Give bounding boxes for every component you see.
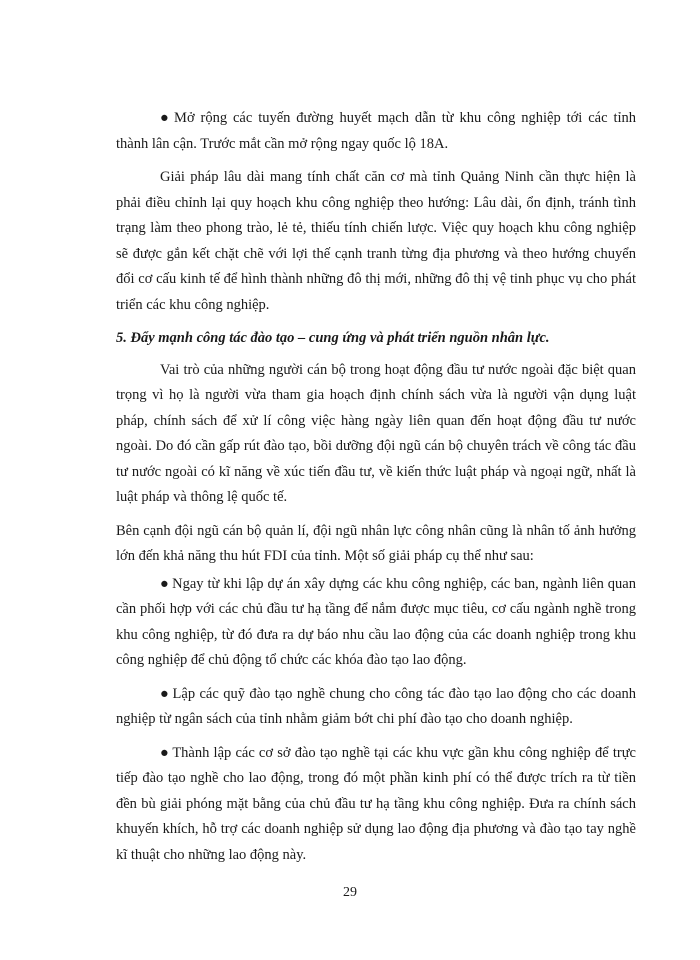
- paragraph-text: Lập các quỹ đào tạo nghề chung cho công tác đào tạo lao động cho các doanh nghiệp từ ngân sách của tỉnh nhằm giảm bớt chi phí đào tạo cho doanh nghiệp.: [116, 685, 636, 727]
- bullet-icon: ●: [160, 685, 170, 702]
- bullet-icon: ●: [160, 575, 170, 592]
- section-heading: 5. Đẩy mạnh công tác đào tạo – cung ứng và phát triển nguồn nhân lực.: [116, 330, 550, 346]
- bullet-paragraph-training-fund: [116, 682, 636, 733]
- paragraph-text: Mở rộng các tuyến đường huyết mạch dẫn từ khu công nghiệp tới các tỉnh thành lân cận. Trước mắt cần mở rộng ngay quốc lộ 18A.: [116, 110, 636, 152]
- paragraph-text: Ngay từ khi lập dự án xây dựng các khu công nghiệp, các ban, ngành liên quan cần phối hợp với các chủ đầu tư hạ tầng để nắm được mục tiêu, cơ cấu ngành nghề trong khu công nghiệp, từ đó đưa ra dự báo nhu cầu lao động của các doanh nghiệp trong khu công nghiệp để chủ động tổ chức các khóa đào tạo lao động.: [116, 575, 636, 668]
- bullet-icon: ●: [160, 744, 170, 761]
- page-content: [116, 106, 636, 876]
- paragraph-officials-role: Vai trò của những người cán bộ trong hoạt động đầu tư nước ngoài đặc biệt quan trọng vì họ là người vừa tham gia hoạch định chính sách vừa là người vận dụng luật pháp, chính sách để xử lí công việc hàng ngày liên quan đến hoạt động đầu tư nước ngoài. Do đó cần gấp rút đào tạo, bồi dưỡng đội ngũ cán bộ chuyên trách về công tác đầu tư nước ngoài có kĩ năng về xúc tiến đầu tư, về kiến thức luật pháp và ngoại ngữ, nhất là luật pháp và thông lệ quốc tế.: [116, 361, 636, 505]
- bullet-paragraph-highway: [116, 106, 636, 157]
- page-number: 29: [343, 885, 357, 900]
- bullet-paragraph-training-centers: [116, 741, 636, 869]
- bullet-paragraph-coordination: [116, 572, 636, 674]
- bullet-icon: ●: [160, 110, 172, 126]
- paragraph-workforce: Bên cạnh đội ngũ cán bộ quản lí, đội ngũ nhân lực công nhân cũng là nhân tố ảnh hưởng lớn đến khả năng thu hút FDI của tỉnh. Một số giải pháp cụ thể như sau:: [116, 522, 636, 564]
- paragraph-planning: Giải pháp lâu dài mang tính chất căn cơ mà tỉnh Quảng Ninh cần thực hiện là phải điều chỉnh lại quy hoạch khu công nghiệp theo hướng: Lâu dài, ổn định, tránh tình trạng làm theo phong trào, lẻ tẻ, thiếu tính chiến lược. Việc quy hoạch khu công nghiệp sẽ được gắn kết chặt chẽ với lợi thế cạnh tranh từng địa phương và theo hướng chuyển đổi cơ cấu kinh tế để hình thành những đô thị mới, những đô thị vệ tinh phục vụ cho phát triển các khu công nghiệp.: [116, 169, 636, 313]
- paragraph-text: Thành lập các cơ sở đào tạo nghề tại các khu vực gần khu công nghiệp để trực tiếp đào tạo nghề cho lao động, trong đó một phần kinh phí có thể được trích ra từ tiền đền bù giải phóng mặt bằng của chủ đầu tư hạ tầng khu công nghiệp. Đưa ra chính sách khuyến khích, hỗ trợ các doanh nghiệp sử dụng lao động địa phương và đào tạo tay nghề kĩ thuật cho những lao động này.: [116, 744, 636, 863]
